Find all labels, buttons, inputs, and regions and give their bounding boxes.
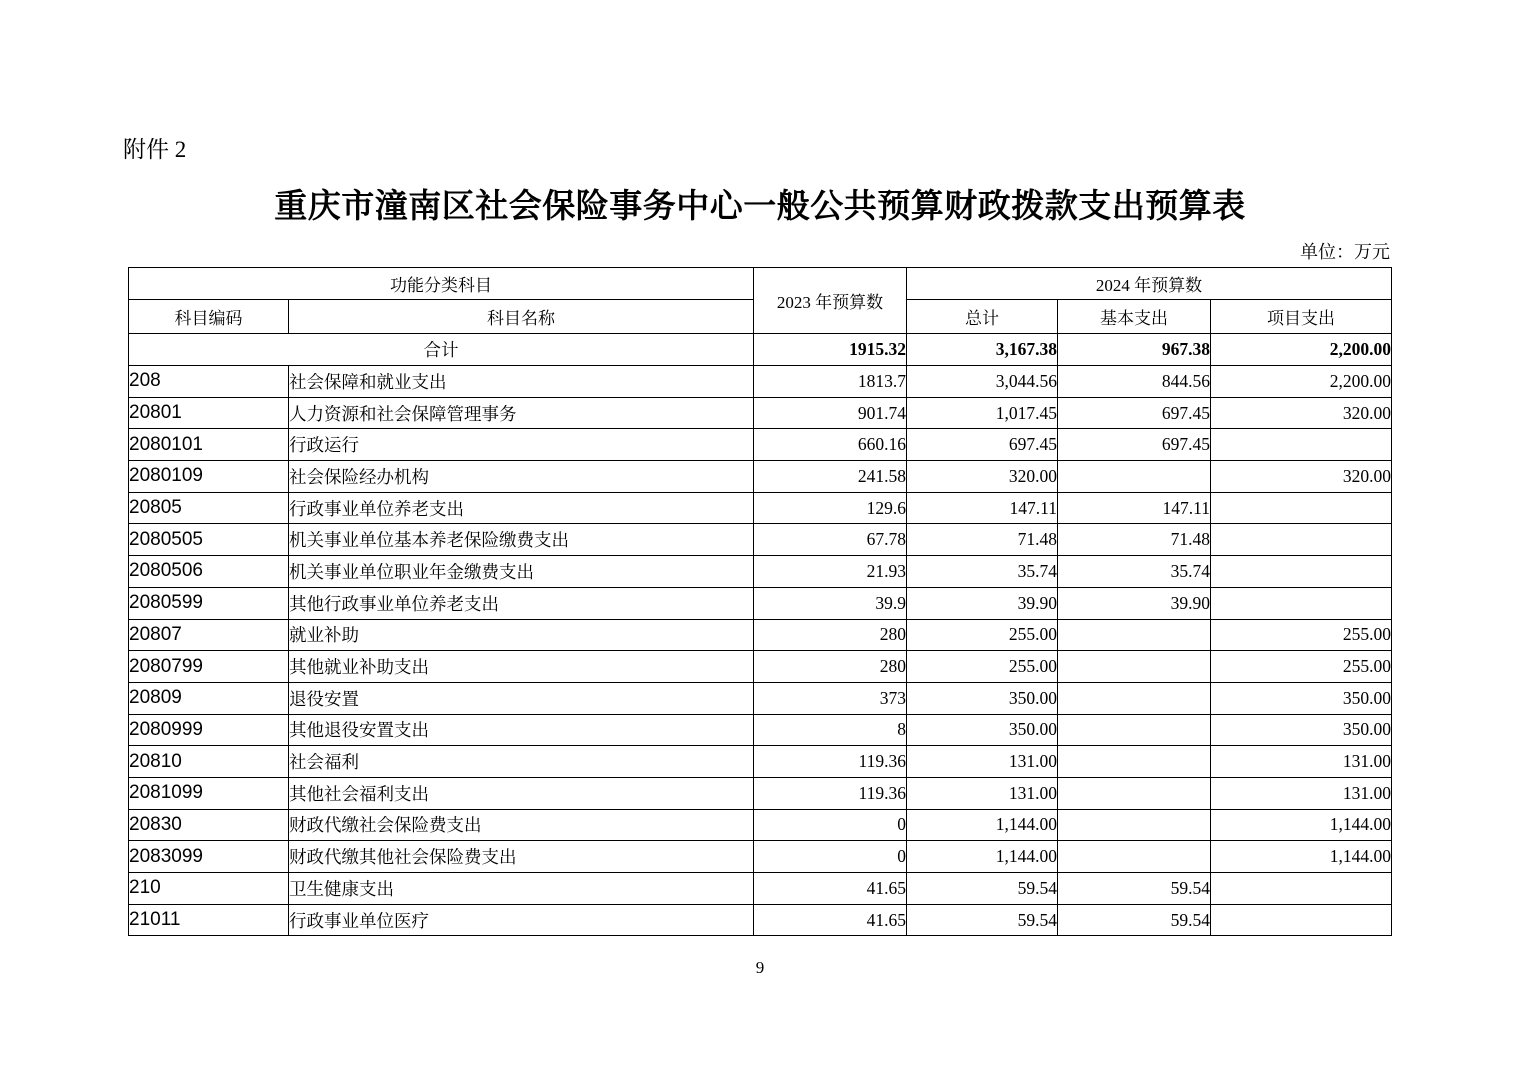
total-row <box>129 334 1392 366</box>
y2024-total-cell: 1,144.00 <box>907 841 1058 873</box>
subject-name-cell: 行政事业单位医疗 <box>289 904 754 936</box>
y2024-basic-cell <box>1058 841 1211 873</box>
subject-code-cell: 2080999 <box>129 714 289 746</box>
subject-code-cell: 2080506 <box>129 556 289 588</box>
y2024-basic-cell <box>1058 714 1211 746</box>
table-row <box>129 682 1392 714</box>
y2023-budget-cell: 41.65 <box>754 873 907 905</box>
y2024-basic-cell: 35.74 <box>1058 556 1211 588</box>
y2024-basic-cell <box>1058 746 1211 778</box>
table-row <box>129 714 1392 746</box>
table-row <box>129 492 1392 524</box>
y2024-basic-cell: 844.56 <box>1058 366 1211 398</box>
y2024-project-cell <box>1211 429 1392 461</box>
y2024-project-cell: 255.00 <box>1211 619 1392 651</box>
subject-code-cell: 20801 <box>129 397 289 429</box>
y2024-total-cell: 350.00 <box>907 714 1058 746</box>
subject-name-cell: 行政运行 <box>289 429 754 461</box>
table-row <box>129 777 1392 809</box>
attachment-label: 附件 2 <box>123 137 187 162</box>
y2023-budget-cell: 119.36 <box>754 746 907 778</box>
y2024-project-cell <box>1211 904 1392 936</box>
y2024-basic-cell: 697.45 <box>1058 429 1211 461</box>
subject-code-cell: 2080505 <box>129 524 289 556</box>
y2024-basic-cell <box>1058 461 1211 493</box>
table-body <box>129 334 1392 936</box>
subject-name-cell: 其他社会福利支出 <box>289 777 754 809</box>
total-project-cell: 2,200.00 <box>1211 334 1392 366</box>
header-subject-name: 科目名称 <box>289 300 754 334</box>
header-2023-budget: 2023 年预算数 <box>754 268 907 334</box>
total-y2023-cell: 1915.32 <box>754 334 907 366</box>
y2024-project-cell: 131.00 <box>1211 777 1392 809</box>
subject-name-cell: 财政代缴其他社会保险费支出 <box>289 841 754 873</box>
y2024-project-cell: 1,144.00 <box>1211 841 1392 873</box>
y2023-budget-cell: 901.74 <box>754 397 907 429</box>
subject-name-cell: 其他行政事业单位养老支出 <box>289 587 754 619</box>
subject-code-cell: 20810 <box>129 746 289 778</box>
y2023-budget-cell: 8 <box>754 714 907 746</box>
y2024-basic-cell: 59.54 <box>1058 873 1211 905</box>
subject-name-cell: 退役安置 <box>289 682 754 714</box>
table-row <box>129 461 1392 493</box>
y2024-basic-cell <box>1058 682 1211 714</box>
header-subject-code: 科目编码 <box>129 300 289 334</box>
y2023-budget-cell: 0 <box>754 809 907 841</box>
header-row-1 <box>129 268 1392 300</box>
y2023-budget-cell: 67.78 <box>754 524 907 556</box>
y2023-budget-cell: 280 <box>754 651 907 683</box>
table-row <box>129 904 1392 936</box>
subject-code-cell: 2080101 <box>129 429 289 461</box>
y2023-budget-cell: 0 <box>754 841 907 873</box>
subject-name-cell: 社会福利 <box>289 746 754 778</box>
subject-name-cell: 行政事业单位养老支出 <box>289 492 754 524</box>
unit-note: 单位：万元 <box>1300 242 1390 262</box>
y2023-budget-cell: 373 <box>754 682 907 714</box>
budget-table <box>128 267 1392 936</box>
table-row <box>129 809 1392 841</box>
subject-code-cell: 20830 <box>129 809 289 841</box>
y2024-total-cell: 697.45 <box>907 429 1058 461</box>
y2024-total-cell: 71.48 <box>907 524 1058 556</box>
y2024-total-cell: 1,017.45 <box>907 397 1058 429</box>
y2023-budget-cell: 660.16 <box>754 429 907 461</box>
y2023-budget-cell: 280 <box>754 619 907 651</box>
y2024-total-cell: 255.00 <box>907 651 1058 683</box>
y2024-project-cell: 131.00 <box>1211 746 1392 778</box>
subject-name-cell: 人力资源和社会保障管理事务 <box>289 397 754 429</box>
y2024-basic-cell <box>1058 651 1211 683</box>
header-basic-expense: 基本支出 <box>1058 300 1211 334</box>
y2023-budget-cell: 119.36 <box>754 777 907 809</box>
subject-code-cell: 2080109 <box>129 461 289 493</box>
y2024-project-cell <box>1211 556 1392 588</box>
y2024-project-cell <box>1211 492 1392 524</box>
y2023-budget-cell: 21.93 <box>754 556 907 588</box>
y2024-project-cell: 2,200.00 <box>1211 366 1392 398</box>
table-row <box>129 556 1392 588</box>
y2024-total-cell: 59.54 <box>907 904 1058 936</box>
y2024-total-cell: 255.00 <box>907 619 1058 651</box>
page-title: 重庆市潼南区社会保险事务中心一般公共预算财政拨款支出预算表 <box>274 187 1246 224</box>
y2024-basic-cell <box>1058 619 1211 651</box>
y2024-basic-cell: 697.45 <box>1058 397 1211 429</box>
table-row <box>129 366 1392 398</box>
header-total: 总计 <box>907 300 1058 334</box>
y2024-project-cell <box>1211 587 1392 619</box>
y2024-total-cell: 1,144.00 <box>907 809 1058 841</box>
table-row <box>129 651 1392 683</box>
table-row <box>129 429 1392 461</box>
total-basic-cell: 967.38 <box>1058 334 1211 366</box>
subject-name-cell: 其他就业补助支出 <box>289 651 754 683</box>
subject-code-cell: 2080599 <box>129 587 289 619</box>
y2024-project-cell <box>1211 873 1392 905</box>
y2024-project-cell: 255.00 <box>1211 651 1392 683</box>
subject-code-cell: 2080799 <box>129 651 289 683</box>
header-2024-budget: 2024 年预算数 <box>907 268 1392 300</box>
y2024-total-cell: 350.00 <box>907 682 1058 714</box>
y2024-project-cell: 320.00 <box>1211 461 1392 493</box>
subject-name-cell: 社会保险经办机构 <box>289 461 754 493</box>
table-row <box>129 619 1392 651</box>
subject-name-cell: 其他退役安置支出 <box>289 714 754 746</box>
page-number: 9 <box>755 958 765 977</box>
subject-code-cell: 21011 <box>129 904 289 936</box>
table-row <box>129 746 1392 778</box>
subject-name-cell: 就业补助 <box>289 619 754 651</box>
y2024-total-cell: 320.00 <box>907 461 1058 493</box>
y2024-total-cell: 147.11 <box>907 492 1058 524</box>
y2024-total-cell: 131.00 <box>907 746 1058 778</box>
y2024-project-cell: 320.00 <box>1211 397 1392 429</box>
y2024-total-cell: 39.90 <box>907 587 1058 619</box>
subject-code-cell: 2081099 <box>129 777 289 809</box>
table-row <box>129 397 1392 429</box>
y2024-total-cell: 3,044.56 <box>907 366 1058 398</box>
table-row <box>129 587 1392 619</box>
y2024-basic-cell: 59.54 <box>1058 904 1211 936</box>
y2023-budget-cell: 129.6 <box>754 492 907 524</box>
y2024-basic-cell: 39.90 <box>1058 587 1211 619</box>
y2024-project-cell: 1,144.00 <box>1211 809 1392 841</box>
subject-code-cell: 20805 <box>129 492 289 524</box>
subject-code-cell: 208 <box>129 366 289 398</box>
y2024-total-cell: 59.54 <box>907 873 1058 905</box>
subject-name-cell: 社会保障和就业支出 <box>289 366 754 398</box>
header-project-expense: 项目支出 <box>1211 300 1392 334</box>
y2024-total-cell: 35.74 <box>907 556 1058 588</box>
subject-code-cell: 20809 <box>129 682 289 714</box>
y2024-total-cell: 131.00 <box>907 777 1058 809</box>
table-row <box>129 873 1392 905</box>
subject-code-cell: 20807 <box>129 619 289 651</box>
y2023-budget-cell: 241.58 <box>754 461 907 493</box>
total-total-cell: 3,167.38 <box>907 334 1058 366</box>
y2023-budget-cell: 39.9 <box>754 587 907 619</box>
subject-code-cell: 210 <box>129 873 289 905</box>
y2024-basic-cell: 71.48 <box>1058 524 1211 556</box>
table-row <box>129 841 1392 873</box>
y2023-budget-cell: 1813.7 <box>754 366 907 398</box>
subject-code-cell: 2083099 <box>129 841 289 873</box>
y2024-basic-cell <box>1058 809 1211 841</box>
y2024-project-cell: 350.00 <box>1211 682 1392 714</box>
y2023-budget-cell: 41.65 <box>754 904 907 936</box>
y2024-basic-cell: 147.11 <box>1058 492 1211 524</box>
table-row <box>129 524 1392 556</box>
header-function-group: 功能分类科目 <box>129 268 754 300</box>
y2024-basic-cell <box>1058 777 1211 809</box>
y2024-project-cell: 350.00 <box>1211 714 1392 746</box>
subject-name-cell: 机关事业单位职业年金缴费支出 <box>289 556 754 588</box>
y2024-project-cell <box>1211 524 1392 556</box>
subject-name-cell: 卫生健康支出 <box>289 873 754 905</box>
total-label-cell: 合计 <box>129 334 754 366</box>
subject-name-cell: 财政代缴社会保险费支出 <box>289 809 754 841</box>
subject-name-cell: 机关事业单位基本养老保险缴费支出 <box>289 524 754 556</box>
